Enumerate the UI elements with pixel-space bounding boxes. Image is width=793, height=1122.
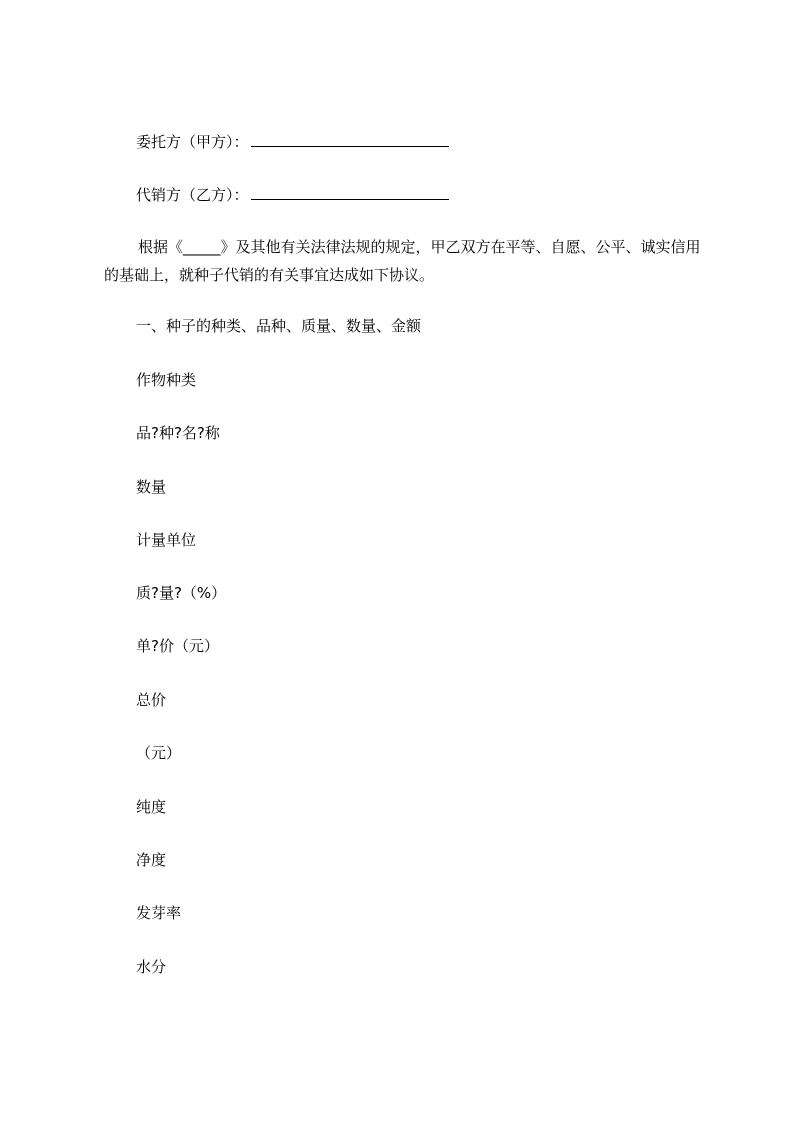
item-unit-price: 单?价（元） — [136, 637, 219, 655]
agent-line — [136, 184, 449, 205]
section-heading: 一、种子的种类、品种、质量、数量、金额 — [136, 317, 422, 335]
principal-blank — [251, 131, 449, 147]
item-purity: 纯度 — [136, 798, 167, 816]
item-moisture: 水分 — [136, 958, 167, 976]
item-variety-name: 品?种?名?称 — [136, 424, 220, 442]
item-total-price-unit: （元） — [136, 744, 182, 762]
agent-blank — [251, 184, 449, 200]
item-cleanliness: 净度 — [136, 851, 167, 869]
principal-label: 委托方（甲方）： — [136, 133, 249, 151]
item-germination-rate: 发芽率 — [136, 904, 182, 922]
agent-label: 代销方（乙方）： — [136, 186, 249, 204]
item-unit: 计量单位 — [136, 531, 197, 549]
item-quality: 质?量?（%） — [136, 584, 227, 602]
item-quantity: 数量 — [136, 478, 167, 496]
item-total-price: 总价 — [136, 691, 167, 709]
intro-paragraph: 根据《_____》及其他有关法律法规的规定，甲乙双方在平等、自愿、公平、诚实信用的基础上，就种子代销的有关事宜达成如下协议。 — [104, 238, 701, 284]
principal-line — [136, 131, 449, 152]
item-crop-type: 作物种类 — [136, 371, 197, 389]
